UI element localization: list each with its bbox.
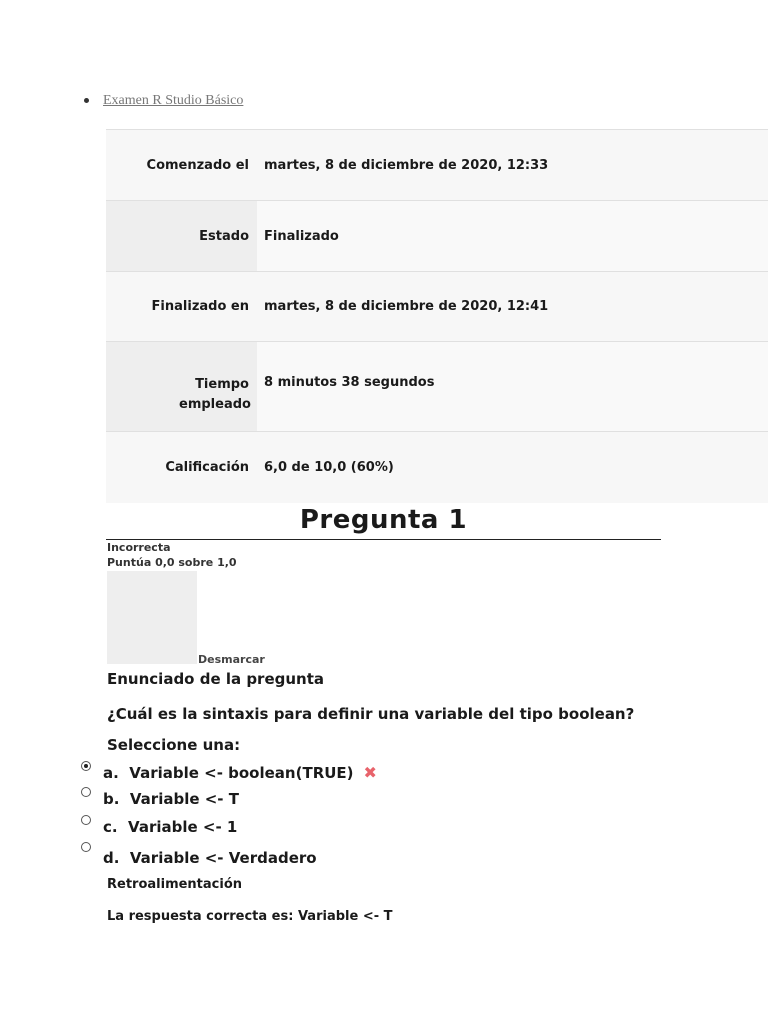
summary-value: martes, 8 de diciembre de 2020, 12:41 — [257, 272, 768, 342]
feedback-heading: Retroalimentación — [107, 877, 243, 892]
breadcrumb — [84, 93, 243, 109]
summary-row — [106, 130, 768, 201]
summary-row — [106, 201, 768, 272]
answer-option[interactable] — [81, 761, 377, 782]
unflag-link[interactable]: Desmarcar — [198, 653, 265, 666]
cross-mark-icon: ✖ — [363, 763, 377, 782]
quiz-summary-table — [106, 129, 768, 503]
option-text: Variable <- boolean(TRUE) — [129, 764, 354, 782]
flag-box[interactable] — [107, 571, 197, 664]
select-label: Seleccione una: — [107, 736, 241, 754]
answer-option[interactable] — [81, 787, 239, 808]
summary-value: 8 minutos 38 segundos — [257, 342, 768, 432]
summary-row — [106, 432, 768, 503]
summary-row — [106, 272, 768, 342]
option-letter: a. — [103, 764, 119, 782]
question-text: ¿Cuál es la sintaxis para definir una variable del tipo boolean? — [107, 705, 635, 723]
summary-value: martes, 8 de diciembre de 2020, 12:33 — [257, 130, 768, 201]
summary-label: Comenzado el — [106, 130, 257, 201]
breadcrumb-link[interactable]: Examen R Studio Básico — [103, 93, 244, 108]
option-letter: c. — [103, 818, 118, 836]
answer-option[interactable] — [81, 842, 317, 867]
radio-button-icon[interactable] — [81, 787, 91, 797]
option-text: Variable <- 1 — [128, 818, 238, 836]
option-letter: b. — [103, 790, 120, 808]
question-status: Incorrecta — [107, 541, 171, 554]
question-title: Pregunta 1 — [106, 505, 661, 540]
option-letter: d. — [103, 849, 120, 867]
answer-option[interactable] — [81, 815, 237, 836]
option-text: Variable <- T — [129, 790, 239, 808]
radio-button-icon[interactable] — [81, 815, 91, 825]
radio-button-icon[interactable] — [81, 842, 91, 852]
radio-button-icon[interactable] — [81, 761, 91, 771]
summary-label: Calificación — [106, 432, 257, 503]
option-text: Variable <- Verdadero — [129, 849, 317, 867]
summary-row — [106, 342, 768, 432]
summary-label: Finalizado en — [106, 272, 257, 342]
bullet-icon — [84, 98, 89, 103]
summary-label: Tiempo empleado — [106, 342, 257, 432]
summary-value: Finalizado — [257, 201, 768, 272]
statement-heading: Enunciado de la pregunta — [107, 670, 325, 688]
summary-value: 6,0 de 10,0 (60%) — [257, 432, 768, 503]
summary-label: Estado — [106, 201, 257, 272]
feedback-text: La respuesta correcta es: Variable <- T — [107, 909, 393, 924]
question-score: Puntúa 0,0 sobre 1,0 — [107, 556, 237, 569]
